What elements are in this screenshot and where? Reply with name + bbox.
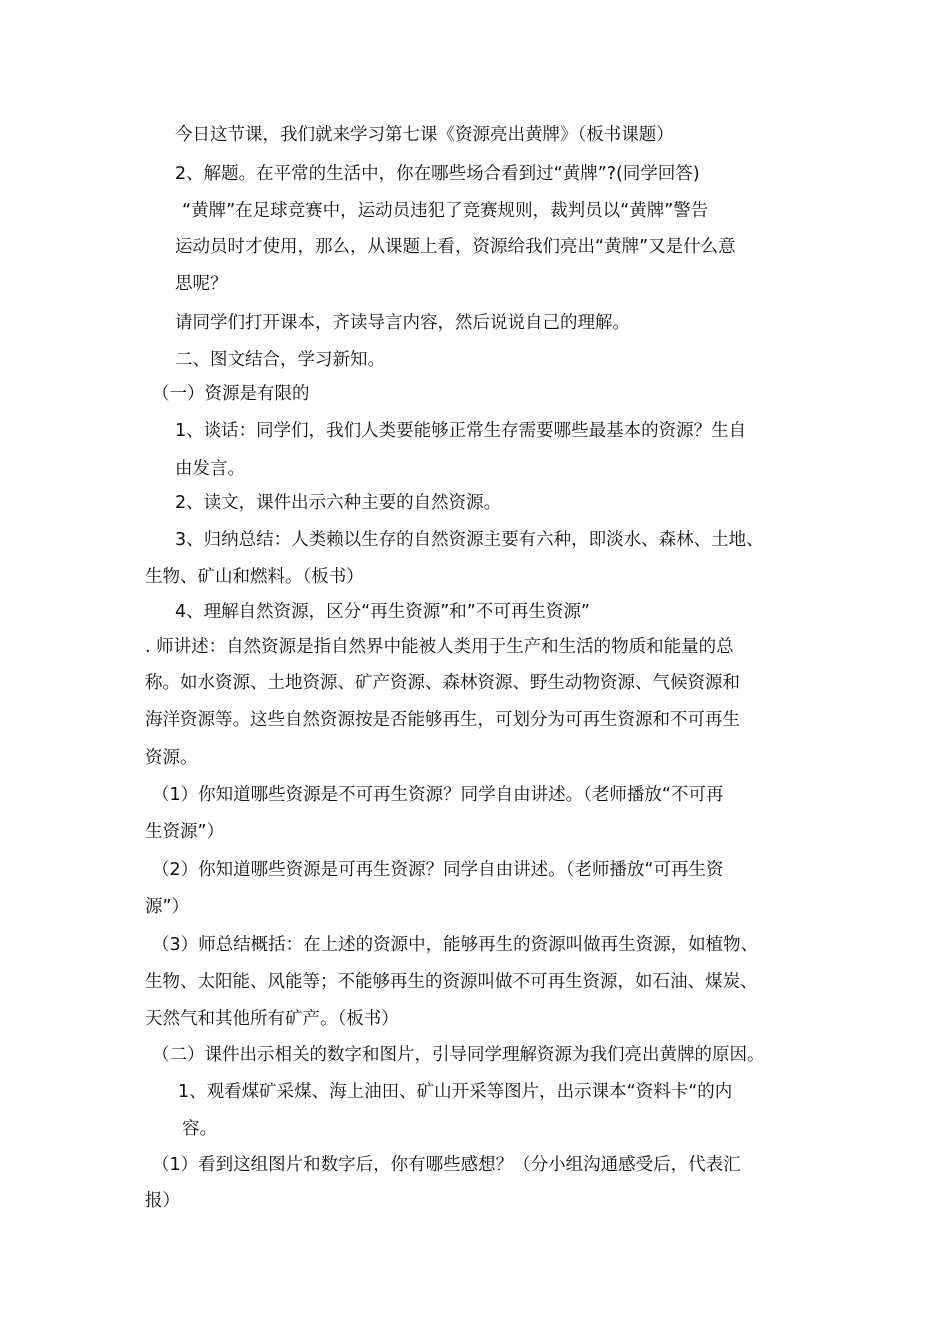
text-line: 报）	[145, 1191, 180, 1211]
text-line: . 师讲述：自然资源是指自然界中能被人类用于生产和生活的物质和能量的总	[145, 637, 734, 657]
text-line: 1、观看煤矿采煤、海上油田、矿山开采等图片，出示课本“资料卡“的内	[178, 1082, 733, 1102]
text-line: 运动员时才使用，那么，从课题上看，资源给我们亮出“黄牌”又是什么意	[175, 237, 736, 257]
text-line: 2、读文，课件出示六种主要的自然资源。	[175, 493, 502, 513]
subsection-heading: （一）资源是有限的	[152, 384, 310, 404]
text-line: 由发言。	[175, 459, 245, 479]
text-line: 生资源”）	[145, 822, 225, 842]
text-line: 海洋资源等。这些自然资源按是否能够再生，可划分为可再生资源和不可再生	[145, 710, 740, 730]
text-line: 生物、太阳能、风能等；不能够再生的资源叫做不可再生资源，如石油、煤炭、	[145, 972, 758, 992]
text-line: 1、谈话：同学们，我们人类要能够正常生存需要哪些最基本的资源？生自	[175, 421, 747, 441]
text-line: 请同学们打开课本，齐读导言内容，然后说说自己的理解。	[175, 313, 630, 333]
section-heading: 二、图文结合，学习新知。	[175, 350, 385, 370]
text-line: 2、解题。在平常的生活中，你在哪些场合看到过“黄牌”?(同学回答)	[175, 164, 700, 184]
text-line: 今日这节课，我们就来学习第七课《资源亮出黄牌》（板书课题）	[175, 125, 674, 145]
text-line: 容。	[182, 1119, 217, 1139]
text-line: （1）你知道哪些资源是不可再生资源？同学自由讲述。（老师播放“不可再	[152, 785, 724, 805]
text-line: 生物、矿山和燃料。（板书）	[145, 567, 364, 587]
text-line: （2）你知道哪些资源是可再生资源？同学自由讲述。（老师播放“可再生资	[152, 860, 724, 880]
text-line: 源”）	[145, 897, 190, 917]
text-line: 思呢？	[175, 274, 228, 294]
text-line: （1）看到这组图片和数字后，你有哪些感想？（分小组沟通感受后，代表汇	[152, 1155, 741, 1175]
subsection-heading: （二）课件出示相关的数字和图片，引导同学理解资源为我们亮出黄牌的原因。	[152, 1045, 765, 1065]
text-line: 称。如水资源、土地资源、矿产资源、森林资源、野生动物资源、气候资源和	[145, 673, 740, 693]
text-line: （3）师总结概括：在上述的资源中，能够再生的资源叫做再生资源，如植物、	[152, 935, 759, 955]
text-line: 3、归纳总结：人类赖以生存的自然资源主要有六种，即淡水、森林、土地、	[175, 530, 764, 550]
text-line: 4、理解自然资源，区分“再生资源”和”不可再生资源”	[175, 602, 590, 622]
text-line: 资源。	[145, 748, 198, 768]
text-line: “黄牌”在足球竞赛中，运动员违犯了竞赛规则，裁判员以“黄牌”警告	[182, 201, 709, 221]
text-line: 天然气和其他所有矿产。（板书）	[145, 1009, 399, 1029]
